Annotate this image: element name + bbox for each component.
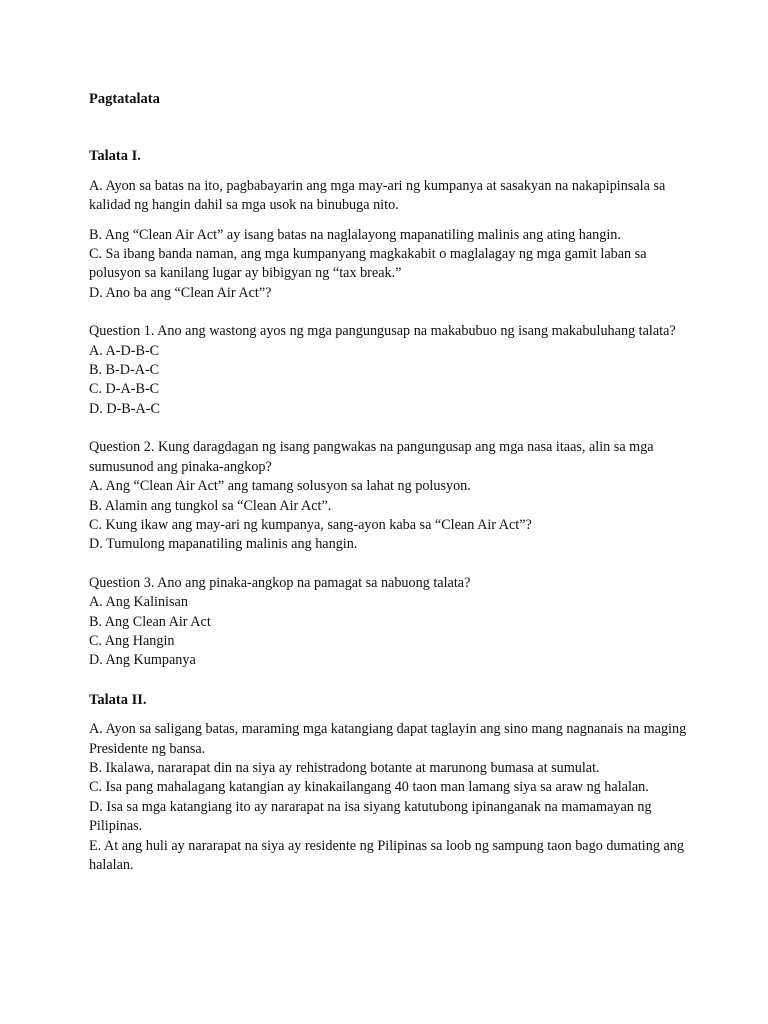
choice-d: D. Ang Kumpanya <box>89 652 196 669</box>
choice-b: B. Alamin ang tungkol sa “Clean Air Act”. <box>89 497 332 514</box>
choice-d: D. Tumulong mapanatiling malinis ang hangin. <box>89 536 358 553</box>
statement-b: B. Ang “Clean Air Act” ay isang batas na naglalayong mapanatiling malinis ang ating hangin. <box>89 226 621 243</box>
choice-b: B. Ang Clean Air Act <box>89 613 211 630</box>
question-prompt: Question 2. Kung daragdagan ng isang pangwakas na pangungusap ang mga nasa itaas, alin sa mga sumusunod ang pinaka-angkop? <box>89 439 654 475</box>
section-heading: Talata I. <box>89 148 141 165</box>
statement-d: D. Isa sa mga katangiang ito ay nararapat na isa siyang katutubong ipinanganak na mamamayan ng Pilipinas. <box>89 798 652 835</box>
question-2 <box>89 438 689 554</box>
statement-e: E. At ang huli ay nararapat na siya ay residente ng Pilipinas sa loob ng sampung taon bago dumating ang halalan. <box>89 837 684 873</box>
section-talata-1 <box>89 147 689 670</box>
question-3 <box>89 574 689 671</box>
choice-a: A. Ang Kalinisan <box>89 594 188 611</box>
statement-a: A. Ayon sa saligang batas, maraming mga katangiang dapat taglayin ang sino mang nagnanais na maging Presidente ng bansa. <box>89 721 687 757</box>
statement-a: A. Ayon sa batas na ito, pagbabayarin ang mga may-ari ng kumpanya at sasakyan na nakapipinsala sa kalidad ng hangin dahil sa mga usok na binubuga nito. <box>89 177 666 214</box>
statement-c: C. Isa pang mahalagang katangian ay kinakailangang 40 taon man lamang siya sa araw ng halalan. <box>89 779 649 796</box>
statement-b: B. Ikalawa, nararapat din na siya ay rehistradong botante at marunong bumasa at sumulat. <box>89 759 600 776</box>
question-prompt: Question 1. Ano ang wastong ayos ng mga pangungusap na makabubuo ng isang makabuluhang talata? <box>89 323 676 340</box>
question-prompt: Question 3. Ano ang pinaka-angkop na pamagat sa nabuong talata? <box>89 574 471 591</box>
choice-c: C. Ang Hangin <box>89 632 175 649</box>
section-heading: Talata II. <box>89 691 147 708</box>
document-title: Pagtatalata <box>89 91 160 107</box>
choice-c: C. Kung ikaw ang may-ari ng kumpanya, sang-ayon kaba sa “Clean Air Act”? <box>89 516 532 533</box>
statement-c: C. Sa ibang banda naman, ang mga kumpanyang magkakabit o maglalagay ng mga gamit laban sa polusyon sa kanilang lugar ay bibigyan ng “tax break.” <box>89 246 647 282</box>
section-talata-2 <box>89 691 689 876</box>
statement-d: D. Ano ba ang “Clean Air Act”? <box>89 284 272 301</box>
choice-a: A. A-D-B-C <box>89 342 160 359</box>
choice-b: B. B-D-A-C <box>89 362 160 379</box>
choice-d: D. D-B-A-C <box>89 400 160 417</box>
question-1 <box>89 322 689 419</box>
document-page <box>89 90 689 875</box>
choice-a: A. Ang “Clean Air Act” ang tamang solusyon sa lahat ng polusyon. <box>89 478 471 495</box>
choice-c: C. D-A-B-C <box>89 381 160 398</box>
